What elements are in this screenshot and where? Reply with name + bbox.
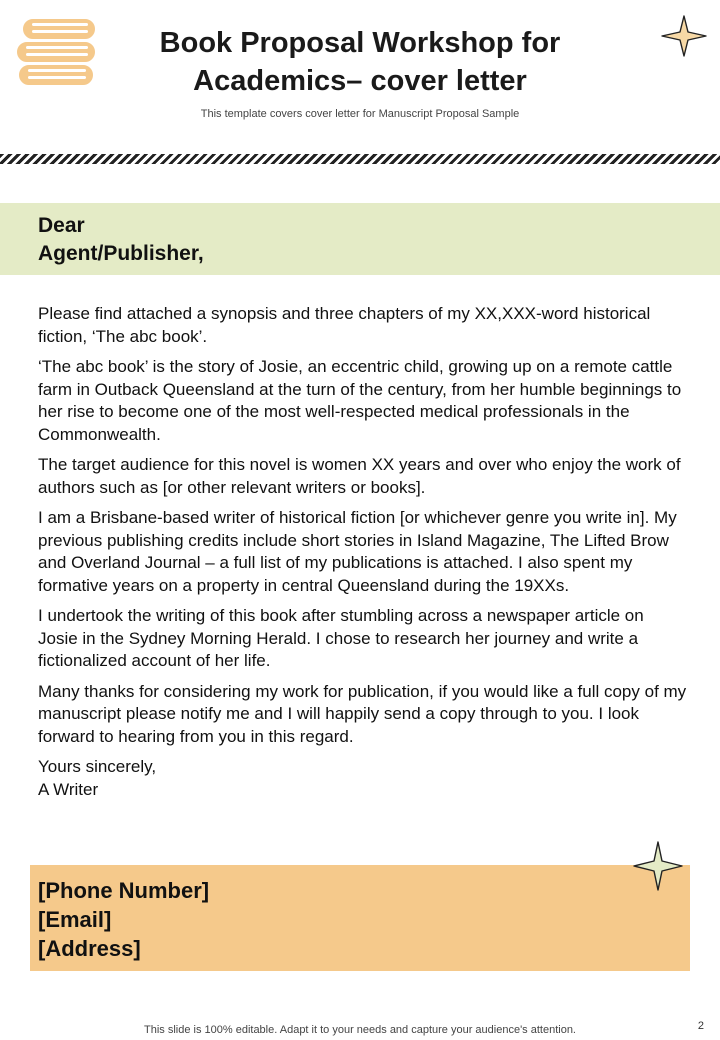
letter-closing xyxy=(38,756,688,801)
contact-details xyxy=(38,876,209,963)
footer-note: This slide is 100% editable. Adapt it to your needs and capture your audience's attention. xyxy=(144,1024,576,1036)
letter-paragraph: The target audience for this novel is women XX years and over who enjoy the work of authors such as [or other relevant writers or books]. xyxy=(38,455,681,497)
phone-placeholder: [Phone Number] xyxy=(38,878,210,903)
greeting-line-2: Agent/Publisher, xyxy=(38,242,204,265)
page-title: Book Proposal Workshop for Academics– cover letter xyxy=(159,27,561,97)
letter-paragraph: ‘The abc book’ is the story of Josie, an eccentric child, growing up on a remote cattle farm in Outback Queensland at the turn of the century, from her humble beginnings to her rise to become one of the most well-respected medical professionals in the Commonwealth. xyxy=(38,357,682,444)
star-icon xyxy=(660,14,708,58)
letter-paragraph: I am a Brisbane-based writer of historical fiction [or whichever genre you write in]. My previous publishing credits include short stories in Island Magazine, The Lifted Brow and Overland Journal – a full list of my publications is attached. I also spent my formative years on a property in central Queensland during the 19XXs. xyxy=(38,508,677,595)
page-subtitle: This template covers cover letter for Manuscript Proposal Sample xyxy=(200,108,520,120)
letter-body xyxy=(38,303,688,801)
greeting xyxy=(38,212,204,268)
star-icon xyxy=(632,840,684,892)
letter-paragraph: Please find attached a synopsis and three chapters of my XX,XXX-word historical fiction, ‘The abc book’. xyxy=(38,304,651,346)
closing-salutation: Yours sincerely, xyxy=(38,757,157,776)
address-placeholder: [Address] xyxy=(38,936,141,961)
letter-paragraph: I undertook the writing of this book after stumbling across a newspaper article on Josie in the Sydney Morning Herald. I chose to research her journey and write a fictionalized account of her life. xyxy=(38,606,644,670)
greeting-line-1: Dear xyxy=(38,214,85,237)
email-placeholder: [Email] xyxy=(38,907,112,932)
hatched-divider xyxy=(0,154,720,164)
books-icon xyxy=(14,14,100,92)
signature: A Writer xyxy=(38,779,99,799)
letter-paragraph: Many thanks for considering my work for publication, if you would like a full copy of my manuscript please notify me and I will happily send a copy through to you. I look forward to hearing from you in this regard. xyxy=(38,681,687,746)
page-number: 2 xyxy=(697,1020,704,1032)
